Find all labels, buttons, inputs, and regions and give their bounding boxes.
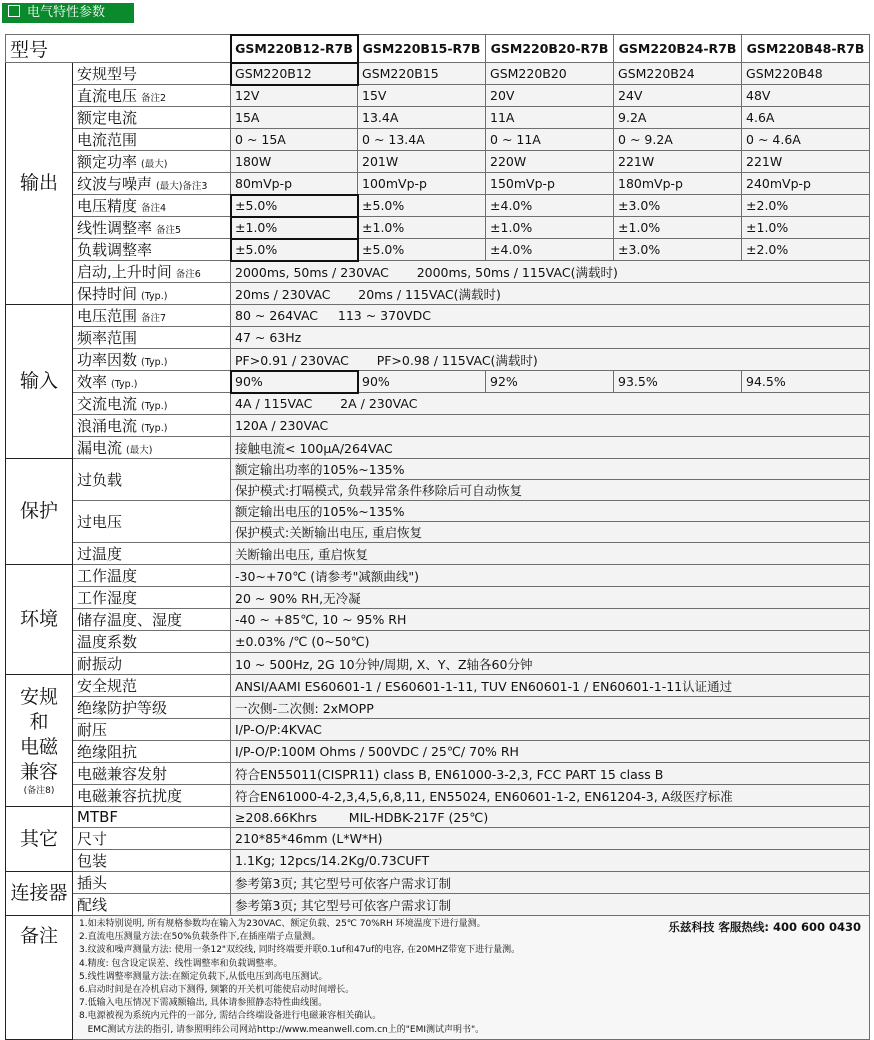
category-environment: 环境 (6, 565, 73, 675)
cell-value: 接触电流< 100μA/264VAC (231, 437, 870, 459)
cell-value: 20V (486, 85, 614, 107)
cell-value: GSM220B24 (614, 63, 742, 85)
row-label (73, 807, 231, 828)
row-label-text: 安规型号 (77, 65, 138, 83)
row-label-text: 浪涌电流 (77, 417, 138, 435)
cell-value: 0 ~ 9.2A (614, 129, 742, 151)
row-note: (Typ.) (141, 401, 168, 412)
cell-value: 80mVp-p (231, 173, 358, 195)
cell-value: 20ms / 230VAC 20ms / 115VAC(满载时) (231, 283, 870, 305)
section-header (2, 3, 134, 23)
remark-line: 4.精度: 包含设定误差、线性调整率和负载调整率。 (79, 958, 283, 969)
row-label-text: 效率 (77, 373, 108, 391)
row-label-text: 额定功率 (77, 153, 138, 171)
row-label-text: 电压范围 (77, 307, 138, 325)
row-label (73, 415, 231, 437)
category-output: 输出 (6, 63, 73, 305)
cell-value: 0 ~ 13.4A (358, 129, 486, 151)
row-label-text: 工作湿度 (77, 589, 138, 607)
cell-value: 221W (742, 151, 870, 173)
table-row (6, 675, 870, 697)
category-safety-note: (备注8) (23, 785, 55, 796)
cell-value: 2000ms, 50ms / 230VAC 2000ms, 50ms / 115VAC(满载时) (231, 261, 870, 283)
row-label (73, 217, 231, 239)
table-row (6, 872, 870, 894)
table-row (6, 807, 870, 828)
category-protection: 保护 (6, 459, 73, 565)
remark-line: EMC测试方法的指引, 请参照明纬公司网站http://www.meanwell.com.cn上的"EMI测试声明书"。 (79, 1024, 485, 1035)
table-row (6, 741, 870, 763)
row-label (73, 195, 231, 217)
row-label (73, 653, 231, 675)
row-label (73, 85, 231, 107)
table-row (6, 763, 870, 785)
cell-value: 92% (486, 371, 614, 393)
row-label (73, 565, 231, 587)
cell-value: ±5.0% (358, 239, 486, 261)
row-label-text: 直流电压 (77, 87, 138, 105)
row-label-text: 启动,上升时间 (77, 263, 172, 281)
table-row (6, 327, 870, 349)
row-label (73, 327, 231, 349)
spec-table (5, 34, 870, 1040)
row-label-text: 过负载 (77, 471, 123, 489)
row-label-text: 额定电流 (77, 109, 138, 127)
row-label (73, 894, 231, 916)
row-label (73, 459, 231, 501)
cell-value: 0 ~ 11A (486, 129, 614, 151)
category-connector: 连接器 (6, 872, 73, 916)
row-note: (Typ.) (141, 357, 168, 368)
cell-value: 符合EN61000-4-2,3,4,5,6,8,11, EN55024, EN60601-1-2, EN61204-3, A级医疗标准 (231, 785, 870, 807)
row-label-text: 漏电流 (77, 439, 123, 457)
row-label (73, 173, 231, 195)
cell-value: 12V (231, 85, 358, 107)
table-row (6, 85, 870, 107)
remark-line: 1.如未特别说明, 所有规格参数均在输入为230VAC、额定负载、25℃ 70%RH 环境温度下进行量测。 (79, 919, 486, 929)
cell-value: 80 ~ 264VAC 113 ~ 370VDC (231, 305, 870, 327)
table-row (6, 371, 870, 393)
table-row (6, 63, 870, 85)
row-label-text: 绝缘阻抗 (77, 743, 138, 761)
row-label (73, 501, 231, 543)
model-name: GSM220B15-R7B (358, 35, 486, 63)
row-label (73, 371, 231, 393)
cell-value: 15A (231, 107, 358, 129)
cell-value: 201W (358, 151, 486, 173)
row-label (73, 239, 231, 261)
row-label (73, 763, 231, 785)
table-row (6, 305, 870, 327)
row-label-text: 包装 (77, 852, 108, 870)
cell-value: -40 ~ +85℃, 10 ~ 95% RH (231, 609, 870, 631)
category-safety (6, 675, 73, 807)
cell-value: GSM220B20 (486, 63, 614, 85)
row-label-text: 过电压 (77, 513, 123, 531)
cell-value: ±5.0% (231, 239, 358, 261)
row-label-text: 过温度 (77, 545, 123, 563)
row-label (73, 828, 231, 850)
cell-value: ±5.0% (358, 195, 486, 217)
row-label-text: 电磁兼容发射 (77, 765, 168, 783)
cell-value: 94.5% (742, 371, 870, 393)
cell-value: GSM220B12 (231, 63, 358, 85)
cell-value: ±4.0% (486, 195, 614, 217)
row-label (73, 697, 231, 719)
row-note: (最大) (126, 445, 153, 456)
table-row (6, 719, 870, 741)
cell-value: ANSI/AAMI ES60601-1 / ES60601-1-11, TUV EN60601-1 / EN60601-1-11认证通过 (231, 675, 870, 697)
row-label-text: 频率范围 (77, 329, 138, 347)
table-row (6, 173, 870, 195)
row-label-text: 功率因数 (77, 351, 138, 369)
cell-value: ±4.0% (486, 239, 614, 261)
cell-value: 180W (231, 151, 358, 173)
table-row (6, 393, 870, 415)
table-row (6, 195, 870, 217)
cell-value: ±1.0% (486, 217, 614, 239)
model-name: GSM220B48-R7B (742, 35, 870, 63)
cell-value: I/P-O/P:4KVAC (231, 719, 870, 741)
cell-value: 90% (358, 371, 486, 393)
cell-value: 0 ~ 4.6A (742, 129, 870, 151)
table-row (6, 653, 870, 675)
table-row (6, 151, 870, 173)
cell-value: 93.5% (614, 371, 742, 393)
row-note: (最大)备注3 (156, 181, 208, 192)
row-label (73, 283, 231, 305)
row-label (73, 631, 231, 653)
cell-value: ±3.0% (614, 195, 742, 217)
table-row (6, 349, 870, 371)
row-label (73, 393, 231, 415)
cell-value: 150mVp-p (486, 173, 614, 195)
remark-line: 7.低输入电压情况下需减额输出, 具体请参照静态特性曲线图。 (79, 998, 328, 1009)
cell-value: 4.6A (742, 107, 870, 129)
row-label (73, 872, 231, 894)
table-row (6, 916, 870, 1040)
row-label (73, 609, 231, 631)
row-label-text: 耐压 (77, 721, 108, 739)
row-note: (最大) (141, 159, 168, 170)
remark-line: 5.线性调整率测量方法:在额定负载下,从低电压到高电压测试。 (79, 971, 328, 982)
cell-value: GSM220B15 (358, 63, 486, 85)
cell-value: 0 ~ 15A (231, 129, 358, 151)
row-note: 备注4 (141, 203, 167, 214)
cell-value: 10 ~ 500Hz, 2G 10分钟/周期, X、Y、Z轴各60分钟 (231, 653, 870, 675)
cell-value: 额定输出功率的105%~135% (231, 459, 870, 480)
cell-value: 9.2A (614, 107, 742, 129)
row-label (73, 850, 231, 872)
category-safety-line: 安规 (19, 685, 58, 708)
category-safety-line: 和 (29, 710, 49, 733)
row-note: (Typ.) (141, 423, 168, 434)
table-row (6, 35, 870, 63)
category-other: 其它 (6, 807, 73, 872)
model-name: GSM220B24-R7B (614, 35, 742, 63)
table-row (6, 543, 870, 565)
row-label (73, 719, 231, 741)
cell-value: 参考第3页; 其它型号可依客户需求订制 (231, 894, 870, 916)
cell-value: GSM220B48 (742, 63, 870, 85)
row-label (73, 305, 231, 327)
row-label (73, 675, 231, 697)
row-label-text: 线性调整率 (77, 219, 153, 237)
remark-line: 3.纹波和噪声测量方法: 使用一条12"双绞线, 同时终端要并联0.1uf和47uf的电容, 在20MHZ带宽下进行量测。 (79, 945, 521, 956)
cell-value: 15V (358, 85, 486, 107)
cell-value: 20 ~ 90% RH,无冷凝 (231, 587, 870, 609)
cell-value: 关断输出电压, 重启恢复 (231, 543, 870, 565)
row-label-text: 电压精度 (77, 197, 138, 215)
cell-value: 90% (231, 371, 358, 393)
row-label-text: 安全规范 (77, 677, 138, 695)
row-label-text: 温度系数 (77, 633, 138, 651)
cell-value: ≥208.66Khrs MIL-HDBK-217F (25℃) (231, 807, 870, 828)
row-note: (Typ.) (141, 291, 168, 302)
cell-value: 221W (614, 151, 742, 173)
cell-value: ±2.0% (742, 195, 870, 217)
cell-value: ±3.0% (614, 239, 742, 261)
remark-line: 6.启动时间是在冷机启动下测得, 频繁的开关机可能使启动时间增长。 (79, 985, 355, 996)
cell-value: 4A / 115VAC 2A / 230VAC (231, 393, 870, 415)
cell-value: ±1.0% (742, 217, 870, 239)
table-row (6, 697, 870, 719)
table-row (6, 785, 870, 807)
row-label-text: 储存温度、湿度 (77, 611, 183, 629)
row-label-text: 绝缘防护等级 (77, 699, 168, 717)
model-name: GSM220B20-R7B (486, 35, 614, 63)
cell-value: 额定输出电压的105%~135% (231, 501, 870, 522)
table-row (6, 217, 870, 239)
row-note: 备注7 (141, 313, 167, 324)
cell-value: ±1.0% (231, 217, 358, 239)
row-label (73, 107, 231, 129)
category-safety-line: 电磁 (19, 735, 58, 758)
table-row (6, 631, 870, 653)
cell-value: 120A / 230VAC (231, 415, 870, 437)
hotline-text: 乐兹科技 客服热线: 400 600 0430 (668, 920, 862, 934)
row-label-text: 电流范围 (77, 131, 138, 149)
row-label-text: MTBF (77, 808, 119, 826)
row-label (73, 151, 231, 173)
table-row (6, 261, 870, 283)
cell-value: 1.1Kg; 12pcs/14.2Kg/0.73CUFT (231, 850, 870, 872)
row-label (73, 63, 231, 85)
category-input: 输入 (6, 305, 73, 459)
model-name: GSM220B12-R7B (231, 35, 358, 63)
row-label-text: 电磁兼容抗扰度 (77, 787, 183, 805)
row-note: 备注2 (141, 93, 167, 104)
row-note: (Typ.) (111, 379, 138, 390)
row-label (73, 261, 231, 283)
row-label-text: 配线 (77, 896, 108, 914)
table-row (6, 609, 870, 631)
row-note: 备注6 (175, 269, 201, 280)
row-label (73, 587, 231, 609)
row-label (73, 437, 231, 459)
row-label-text: 插头 (77, 874, 108, 892)
table-row (6, 415, 870, 437)
cell-value: 220W (486, 151, 614, 173)
cell-value: 210*85*46mm (L*W*H) (231, 828, 870, 850)
category-safety-line: 兼容 (19, 760, 58, 783)
row-label (73, 785, 231, 807)
cell-value: -30~+70℃ (请参考"减额曲线") (231, 565, 870, 587)
row-label-text: 工作温度 (77, 567, 138, 585)
row-label (73, 543, 231, 565)
row-note: 备注5 (156, 225, 182, 236)
cell-value: 11A (486, 107, 614, 129)
cell-value: 47 ~ 63Hz (231, 327, 870, 349)
cell-value: 180mVp-p (614, 173, 742, 195)
row-label (73, 741, 231, 763)
row-label-text: 纹波与噪声 (77, 175, 153, 193)
section-title: 电气特性参数 (27, 5, 106, 20)
table-row (6, 239, 870, 261)
cell-value: 一次侧-二次侧: 2xMOPP (231, 697, 870, 719)
cell-value: PF>0.91 / 230VAC PF>0.98 / 115VAC(满载时) (231, 349, 870, 371)
table-row (6, 129, 870, 151)
table-row (6, 437, 870, 459)
row-label (73, 129, 231, 151)
remark-line: 2.直流电压测量方法:在50%负载条件下,在插座端子点量测。 (79, 932, 321, 943)
cell-value: ±0.03% /℃ (0~50℃) (231, 631, 870, 653)
category-remarks: 备注 (6, 916, 73, 1040)
row-label (73, 349, 231, 371)
table-row (6, 459, 870, 480)
remarks-block (73, 916, 870, 1040)
row-label-text: 耐振动 (77, 655, 123, 673)
table-row (6, 565, 870, 587)
cell-value: ±5.0% (231, 195, 358, 217)
table-row (6, 850, 870, 872)
row-label-text: 尺寸 (77, 830, 108, 848)
cell-value: 保护模式:关断输出电压, 重启恢复 (231, 522, 870, 543)
table-row (6, 107, 870, 129)
cell-value: 100mVp-p (358, 173, 486, 195)
cell-value: ±1.0% (358, 217, 486, 239)
cell-value: ±1.0% (614, 217, 742, 239)
row-label-text: 保持时间 (77, 285, 138, 303)
table-row (6, 283, 870, 305)
cell-value: 240mVp-p (742, 173, 870, 195)
cell-value: ±2.0% (742, 239, 870, 261)
model-header: 型号 (6, 35, 231, 63)
cell-value: 符合EN55011(CISPR11) class B, EN61000-3-2,3, FCC PART 15 class B (231, 763, 870, 785)
cell-value: 保护模式:打嗝模式, 负载异常条件移除后可自动恢复 (231, 480, 870, 501)
cell-value: 13.4A (358, 107, 486, 129)
table-row (6, 501, 870, 522)
row-label-text: 负载调整率 (77, 241, 153, 259)
table-row (6, 894, 870, 916)
table-row (6, 828, 870, 850)
cell-value: 48V (742, 85, 870, 107)
remark-line: 8.电源被视为系统内元件的一部分, 需结合终端设备进行电磁兼容相关确认。 (79, 1011, 382, 1022)
cell-value: 参考第3页; 其它型号可依客户需求订制 (231, 872, 870, 894)
square-icon (8, 5, 20, 17)
row-label-text: 交流电流 (77, 395, 138, 413)
cell-value: 24V (614, 85, 742, 107)
table-row (6, 587, 870, 609)
cell-value: I/P-O/P:100M Ohms / 500VDC / 25℃/ 70% RH (231, 741, 870, 763)
